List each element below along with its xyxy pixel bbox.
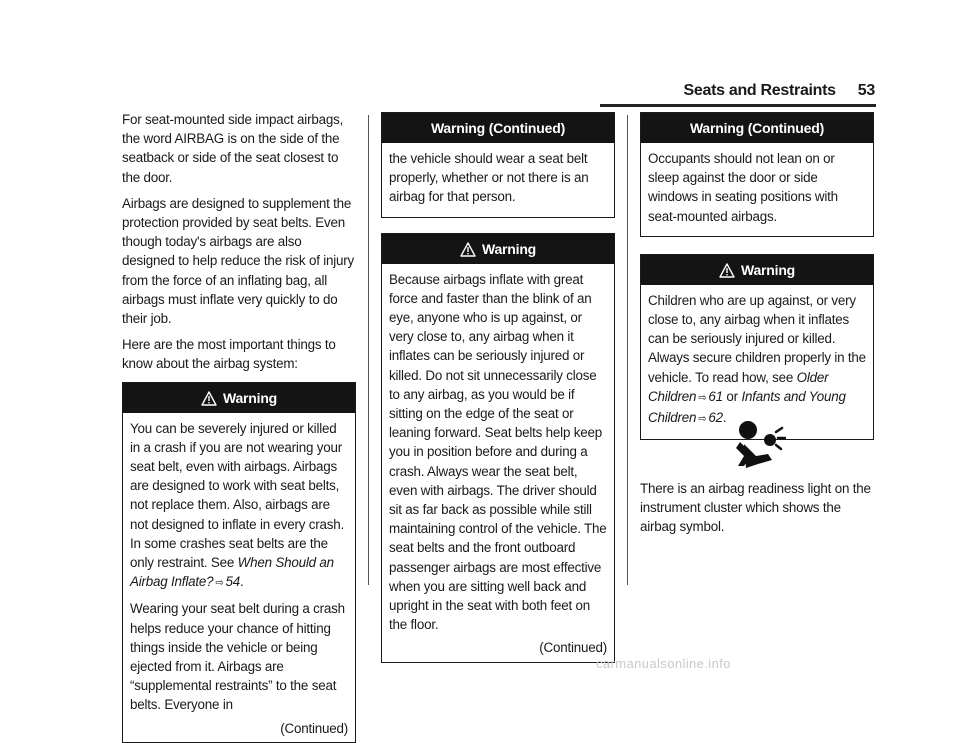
- continued-label: (Continued): [280, 720, 348, 736]
- airbag-readiness-icon: [734, 418, 786, 477]
- warning-text: You can be severely injured or killed in a crash if you are not wearing your seat belt, even with airbags. Airbags are designed to work with seat belts, not replace them. Also, airbags are not designed to inflate in every crash. In some crashes seat belts are the only restraint. See: [130, 420, 345, 571]
- page-ref-arrow-icon: ⇨: [215, 577, 224, 590]
- warning-box-continued: [381, 112, 615, 218]
- cross-reference-page[interactable]: 62: [708, 410, 723, 426]
- warning-header: [123, 383, 355, 413]
- paragraph: Here are the most important things to know about the airbag system:: [122, 337, 336, 372]
- warning-paragraph: [648, 291, 866, 429]
- column-divider: [368, 115, 369, 585]
- page-header: [684, 82, 876, 100]
- column-1: [122, 110, 356, 743]
- warning-box-continued: [640, 112, 874, 237]
- warning-header: [641, 255, 873, 285]
- warning-paragraph: Because airbags inflate with great force and faster than the blink of an eye, anyone who is up against, or very close to, any airbag when it inflates can be seriously injured or killed. Do not sit unnecessarily close to any airbag, as you would be if sitting on the edge of the seat or leaning forward. Seat belts help keep you in position before and during a crash. Always wear the seat belt, even with airbags. The driver should sit as far back as possible while still maintaining control of the vehicle. The seat belts and the front outboard passenger airbags are most effective when you are sitting well back and upright in the seat with both feet on the floor.: [389, 271, 607, 633]
- section-title: Seats and Restraints: [683, 82, 836, 99]
- cross-reference-page[interactable]: 61: [708, 388, 723, 404]
- warning-title: Warning: [222, 389, 278, 406]
- cross-reference-link[interactable]: Infants and Young Children: [648, 388, 846, 426]
- warning-body: [382, 143, 614, 217]
- cross-reference-link[interactable]: When Should an Airbag Inflate?: [130, 555, 334, 590]
- warning-paragraph: the vehicle should wear a seat belt properly, whether or not there is an airbag for that person.: [389, 151, 589, 205]
- warning-header: Warning (Continued): [382, 113, 614, 143]
- punctuation: .: [239, 574, 244, 590]
- warning-triangle-icon: [201, 386, 217, 416]
- warning-body: [123, 413, 355, 742]
- paragraph: There is an airbag readiness light on the instrument cluster which shows the airbag symbol.: [640, 481, 871, 535]
- page-number: 53: [857, 82, 875, 99]
- warning-body: [641, 285, 873, 439]
- column-divider: [627, 115, 628, 585]
- paragraph: Airbags are designed to supplement the protection provided by seat belts. Even though today's airbags are also designed to help reduce the risk of injury from the force of an inflating bag, all airbags must inflate very quickly to do their job.: [122, 195, 355, 327]
- column-3: [640, 104, 874, 440]
- warning-body: [641, 143, 873, 236]
- watermark: carmanualsonline.info: [596, 656, 731, 671]
- warning-text: Children who are up against, or very close to, any airbag when it inflates can be seriously injured or killed. Always secure children properly in the vehicle. To read how, see: [648, 292, 866, 385]
- warning-triangle-icon: [719, 258, 735, 288]
- warning-box: [381, 233, 615, 663]
- cross-reference-page[interactable]: 54: [225, 574, 240, 590]
- cross-reference-link[interactable]: Older Children: [648, 369, 829, 404]
- warning-title: Warning: [481, 240, 537, 257]
- page-ref-arrow-icon: ⇨: [698, 391, 707, 404]
- warning-triangle-icon: [460, 237, 476, 267]
- warning-header: Warning (Continued): [641, 113, 873, 143]
- warning-body: [382, 264, 614, 662]
- warning-title: Warning: [740, 261, 796, 278]
- page-ref-arrow-icon: ⇨: [698, 413, 707, 426]
- connector-text: or: [722, 388, 742, 404]
- warning-header: [382, 234, 614, 264]
- punctuation: .: [722, 410, 727, 426]
- continued-label: (Continued): [539, 640, 607, 656]
- readiness-light-text: [640, 479, 874, 544]
- paragraph: For seat-mounted side impact airbags, the word AIRBAG is on the side of the seatback or side of the seat closest to the door.: [122, 112, 344, 185]
- warning-paragraph: [130, 419, 348, 594]
- column-2: [381, 104, 615, 663]
- warning-box: [640, 254, 874, 440]
- warning-paragraph: Occupants should not lean on or sleep against the door or side windows in seating positions with seat-mounted airbags.: [648, 151, 838, 224]
- warning-box: [122, 382, 356, 743]
- warning-paragraph: Wearing your seat belt during a crash helps reduce your chance of hitting things inside the vehicle or being ejected from it. Airbags are “supplemental restraints” to the seat belts. Everyone in: [130, 601, 345, 713]
